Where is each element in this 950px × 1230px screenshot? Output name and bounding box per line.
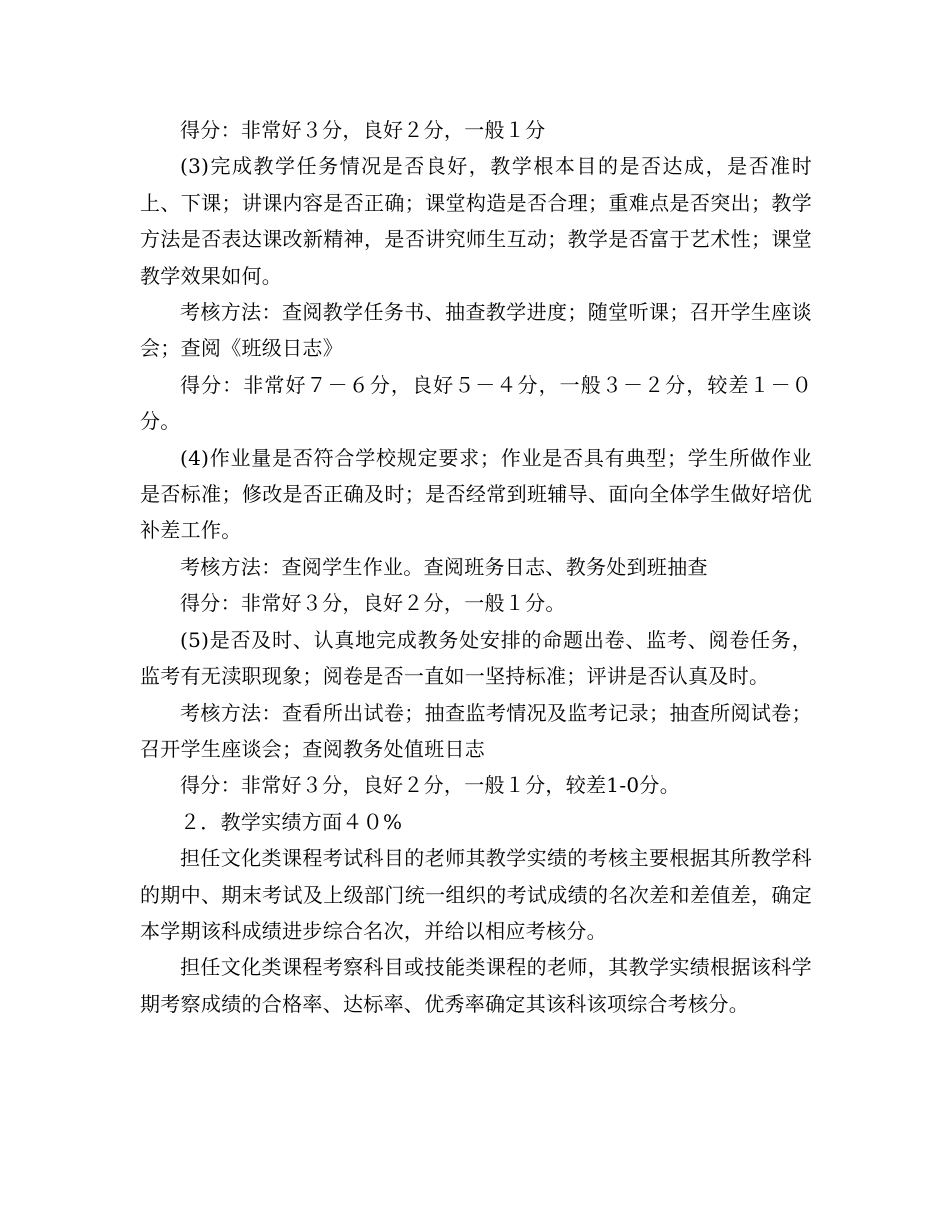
score-paragraph-4: 得分：非常好３分，良好２分，一般１分。 bbox=[180, 591, 566, 616]
score-paragraph-1: 得分：非常好３分，良好２分，一般１分 bbox=[180, 118, 546, 142]
score-paragraph-5: 得分：非常好３分，良好２分，一般１分，较差1-0分。 bbox=[180, 773, 681, 798]
method-paragraph-3: 考核方法：查阅教学任务书、抽查教学进度；随堂听课；召开学生座谈会；查阅《班级日志》 bbox=[140, 300, 812, 361]
score-paragraph-3: 得分：非常好７－６分，良好５－４分，一般３－２分，较差１－０分。 bbox=[140, 372, 812, 434]
criterion-3-paragraph: (3)完成教学任务情况是否良好，教学根本目的是否达成，是否准时上、下课；讲课内容是否正确；课堂构造是否合理；重难点是否突出；教学方法是否表达课改新精神，是否讲究师生互动；教学是否富于艺术性；课堂教学效果如何。 bbox=[140, 154, 812, 288]
document-page bbox=[140, 112, 812, 1022]
section-heading-teaching-results: ２．教学实绩方面４０% bbox=[180, 809, 403, 834]
method-paragraph-4: 考核方法：查阅学生作业。查阅班务日志、教务处到班抽查 bbox=[180, 554, 708, 579]
exam-subject-paragraph: 担任文化类课程考试科目的老师其教学实绩的考核主要根据其所教学科的期中、期末考试及上级部门统一组织的考试成绩的名次差和差值差，确定本学期该科成绩进步综合名次，并给以相应考核分。 bbox=[140, 846, 812, 943]
assessment-subject-paragraph: 担任文化类课程考察科目或技能类课程的老师，其教学实绩根据该科学期考察成绩的合格率、达标率、优秀率确定其该科该项综合考核分。 bbox=[140, 955, 812, 1016]
method-paragraph-5: 考核方法：查看所出试卷；抽查监考情况及监考记录；抽查所阅试卷；召开学生座谈会；查阅教务处值班日志 bbox=[140, 700, 812, 761]
criterion-5-paragraph: (5)是否及时、认真地完成教务处安排的命题出卷、监考、阅卷任务，监考有无渎职现象；阅卷是否一直如一坚持标准；评讲是否认真及时。 bbox=[140, 627, 812, 689]
criterion-4-paragraph: (4)作业量是否符合学校规定要求；作业是否具有典型；学生所做作业是否标准；修改是否正确及时；是否经常到班辅导、面向全体学生做好培优补差工作。 bbox=[140, 445, 812, 543]
